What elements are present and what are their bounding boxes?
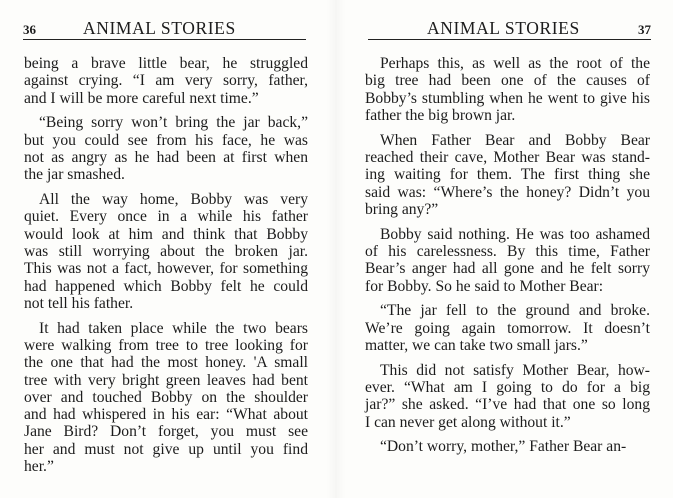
text-line: said was: “Where’s the honey? Didn’t you bbox=[365, 183, 650, 201]
paragraph bbox=[365, 302, 650, 354]
text-line: being a brave little bear, he struggled bbox=[24, 55, 308, 72]
text-line: for Bobby. So he said to Mother Bear: bbox=[365, 277, 604, 295]
paragraph bbox=[24, 320, 308, 476]
text-line: “The jar fell to the ground and broke. bbox=[380, 302, 650, 320]
running-head: ANIMAL STORIES bbox=[427, 18, 580, 38]
left-page-header bbox=[23, 17, 306, 40]
text-line: her and must not give up until you find bbox=[24, 440, 308, 458]
text-line: This was not a fact, however, for something bbox=[24, 260, 308, 278]
text-line: This did not satisfy Mother Bear, how- bbox=[380, 361, 650, 379]
text-line: of his carelessness. By this time, Father bbox=[365, 242, 650, 260]
text-line: ever. “What am I going to do for a big bbox=[365, 379, 650, 397]
text-line: the one that had the most honey. 'A small bbox=[24, 354, 308, 372]
text-line: “Don’t worry, mother,” Father Bear an- bbox=[380, 438, 627, 456]
text-line: ing waiting for them. The first thing she bbox=[365, 166, 650, 184]
text-line: quiet. Every once in a while his father bbox=[24, 208, 308, 226]
text-line: and had whispered in his ear: “What about bbox=[24, 406, 308, 424]
text-line: and I will be more careful next time.” bbox=[24, 89, 259, 107]
text-line: had happened which Bobby felt he could bbox=[24, 277, 308, 295]
paragraph bbox=[24, 191, 308, 312]
text-line: When Father Bear and Bobby Bear bbox=[380, 131, 650, 149]
text-line: against crying. “I am very sorry, father, bbox=[24, 72, 308, 90]
text-line: “Being sorry won’t bring the jar back,” bbox=[39, 114, 308, 132]
text-line: not tell his father. bbox=[24, 294, 134, 312]
text-line: Bobby said nothing. He was too ashamed bbox=[380, 225, 650, 243]
text-line: her.” bbox=[24, 458, 54, 476]
text-line: would look at him and think that Bobby bbox=[24, 225, 308, 243]
text-line: Bear’s anger had all gone and he felt sorry bbox=[365, 260, 650, 278]
paragraph bbox=[24, 55, 308, 107]
page-number: 36 bbox=[23, 22, 36, 37]
page-number: 37 bbox=[638, 22, 651, 37]
text-line: were walking from tree to tree looking for bbox=[24, 336, 308, 354]
text-line: not as angry as he had been at first when bbox=[24, 148, 308, 166]
paragraph bbox=[365, 438, 650, 455]
text-line: but you could see from his face, he was bbox=[24, 131, 308, 149]
text-line: It had taken place while the two bears bbox=[39, 319, 308, 337]
text-line: Jane Bird? Don’t forget, you must see bbox=[24, 423, 308, 441]
text-line: over and touched Bobby on the shoulder bbox=[24, 388, 308, 406]
text-line: All the way home, Bobby was very bbox=[39, 191, 308, 209]
text-line: the jar smashed. bbox=[24, 166, 125, 184]
left-page bbox=[0, 0, 336, 498]
right-page bbox=[336, 0, 673, 498]
paragraph bbox=[365, 132, 650, 218]
text-line: tree with very bright green leaves had bent bbox=[24, 371, 308, 389]
left-page-body bbox=[24, 55, 308, 483]
text-line: jar?” she asked. “I’ve had that one so long bbox=[365, 396, 650, 414]
paragraph bbox=[365, 362, 650, 431]
paragraph bbox=[365, 55, 650, 124]
text-line: bring any?” bbox=[365, 200, 439, 218]
text-line: father the big brown jar. bbox=[365, 106, 516, 124]
text-line: matter, we can take two small jars.” bbox=[365, 336, 588, 354]
paragraph bbox=[24, 114, 308, 183]
right-page-header bbox=[368, 17, 651, 40]
text-line: big tree had been one of the causes of bbox=[365, 72, 650, 90]
running-head: ANIMAL STORIES bbox=[83, 18, 236, 38]
text-line: Perhaps this, as well as the root of the bbox=[380, 55, 650, 72]
text-line: I can never get along without it.” bbox=[365, 413, 571, 431]
text-line: reached their cave, Mother Bear was stand- bbox=[365, 148, 650, 166]
text-line: We’re going again tomorrow. It doesn’t bbox=[365, 319, 650, 337]
right-page-body bbox=[365, 55, 650, 463]
text-line: was still worrying about the broken jar. bbox=[24, 242, 308, 260]
text-line: Bobby’s stumbling when he went to give his bbox=[365, 89, 650, 107]
paragraph bbox=[365, 226, 650, 295]
